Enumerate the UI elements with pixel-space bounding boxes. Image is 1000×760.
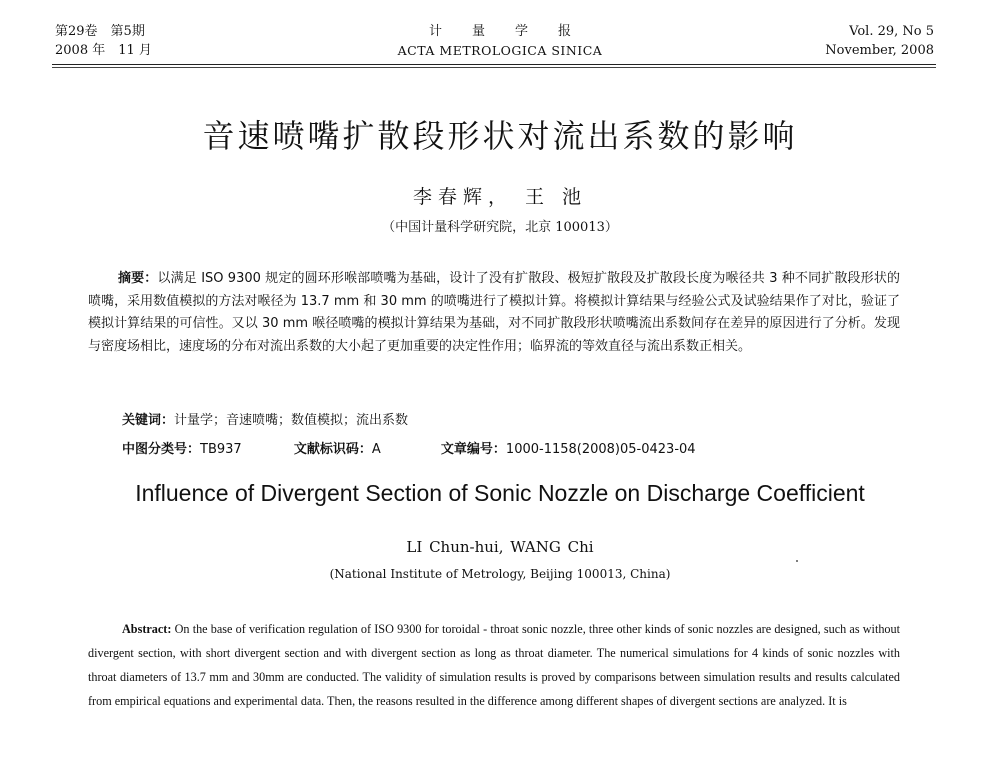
running-header-left <box>55 22 152 60</box>
keywords-cn-label: 关键词： <box>122 413 175 428</box>
keywords-cn-text: 计量学；音速喷嘴；数值模拟；流出系数 <box>174 413 409 428</box>
clc-number <box>122 438 242 457</box>
date-en: November, 2008 <box>825 43 934 58</box>
keywords-cn <box>122 409 408 428</box>
doc-code-label: 文献标识码： <box>293 442 372 457</box>
abstract-cn-text: 以满足 ISO 9300 规定的圆环形喉部喷嘴为基础，设计了没有扩散段、极短扩散段及扩散段长度为喉径共 3 种不同扩散段形状的喷嘴，采用数值模拟的方法对喉径为 13.7 mm 和 30 mm 的喷嘴进行了模拟计算。将模拟计算结果与经验公式及试验结果作了对比，验证了模拟计算结果的可信性。又以 30 mm 喉径喷嘴的模拟计算结果为基础，对不同扩散段形状喷嘴流出系数间存在差异的原因进行了分析。发现与密度场相比，速度场的分布对流出系数的大小起了更加重要的决定性作用；临界流的等效直径与流出系数正相关。 <box>88 271 900 354</box>
abstract-cn <box>88 268 900 358</box>
article-no-label: 文章编号： <box>440 442 506 457</box>
volume-issue-en: Vol. 29, No 5 <box>849 24 934 39</box>
abstract-en-text: On the base of verification regulation of ISO 9300 for toroidal - throat sonic nozzle, three other kinds of sonic nozzles are designed, such as without divergent section, with short divergent section and with divergent section as long as throat diameter. The numerical simulations for 4 kinds of sonic nozzles with throat diameters of 13.7 mm and 30mm are conducted. The validity of simulation results is proved by comparisons between simulation results and results calculated from empirical equations and experimental data. Then, the reasons resulted in the difference among different shapes of divergent sections are analyzed. It is <box>88 622 900 708</box>
clc-label: 中图分类号： <box>122 442 201 457</box>
header-rule-thick <box>52 64 936 65</box>
doc-code-value: A <box>371 442 381 457</box>
authors-cn: 李春辉， 王 池 <box>412 186 588 208</box>
header-rule-thin <box>52 67 936 68</box>
classification-row <box>122 438 696 457</box>
volume-issue-cn: 第29卷 第5期 <box>55 24 145 39</box>
journal-name-en: ACTA METROLOGICA SINICA <box>397 43 603 58</box>
paper-title-cn: 音速喷嘴扩散段形状对流出系数的影响 <box>202 117 798 155</box>
authors-en: LI Chun-hui, WANG Chi <box>406 538 594 556</box>
clc-value: TB937 <box>200 442 242 457</box>
paper-title-en: Influence of Divergent Section of Sonic Nozzle on Discharge Coefficient <box>135 480 865 506</box>
running-header-center <box>360 22 640 60</box>
article-number <box>441 438 696 457</box>
abstract-cn-label: 摘要： <box>118 271 158 286</box>
scan-speck <box>796 560 798 562</box>
affiliation-en: (National Institute of Metrology, Beijing 100013, China) <box>329 567 671 581</box>
running-header-right <box>825 22 934 60</box>
journal-name-cn: 计量学报 <box>428 24 601 39</box>
abstract-en <box>88 617 900 713</box>
date-cn: 2008 年 11 月 <box>55 43 152 58</box>
affiliation-cn: （中国计量科学研究院，北京 100013） <box>382 220 618 235</box>
article-no-value: 1000-1158(2008)05-0423-04 <box>505 442 696 457</box>
document-code <box>294 438 381 457</box>
abstract-en-label: Abstract: <box>122 622 172 636</box>
